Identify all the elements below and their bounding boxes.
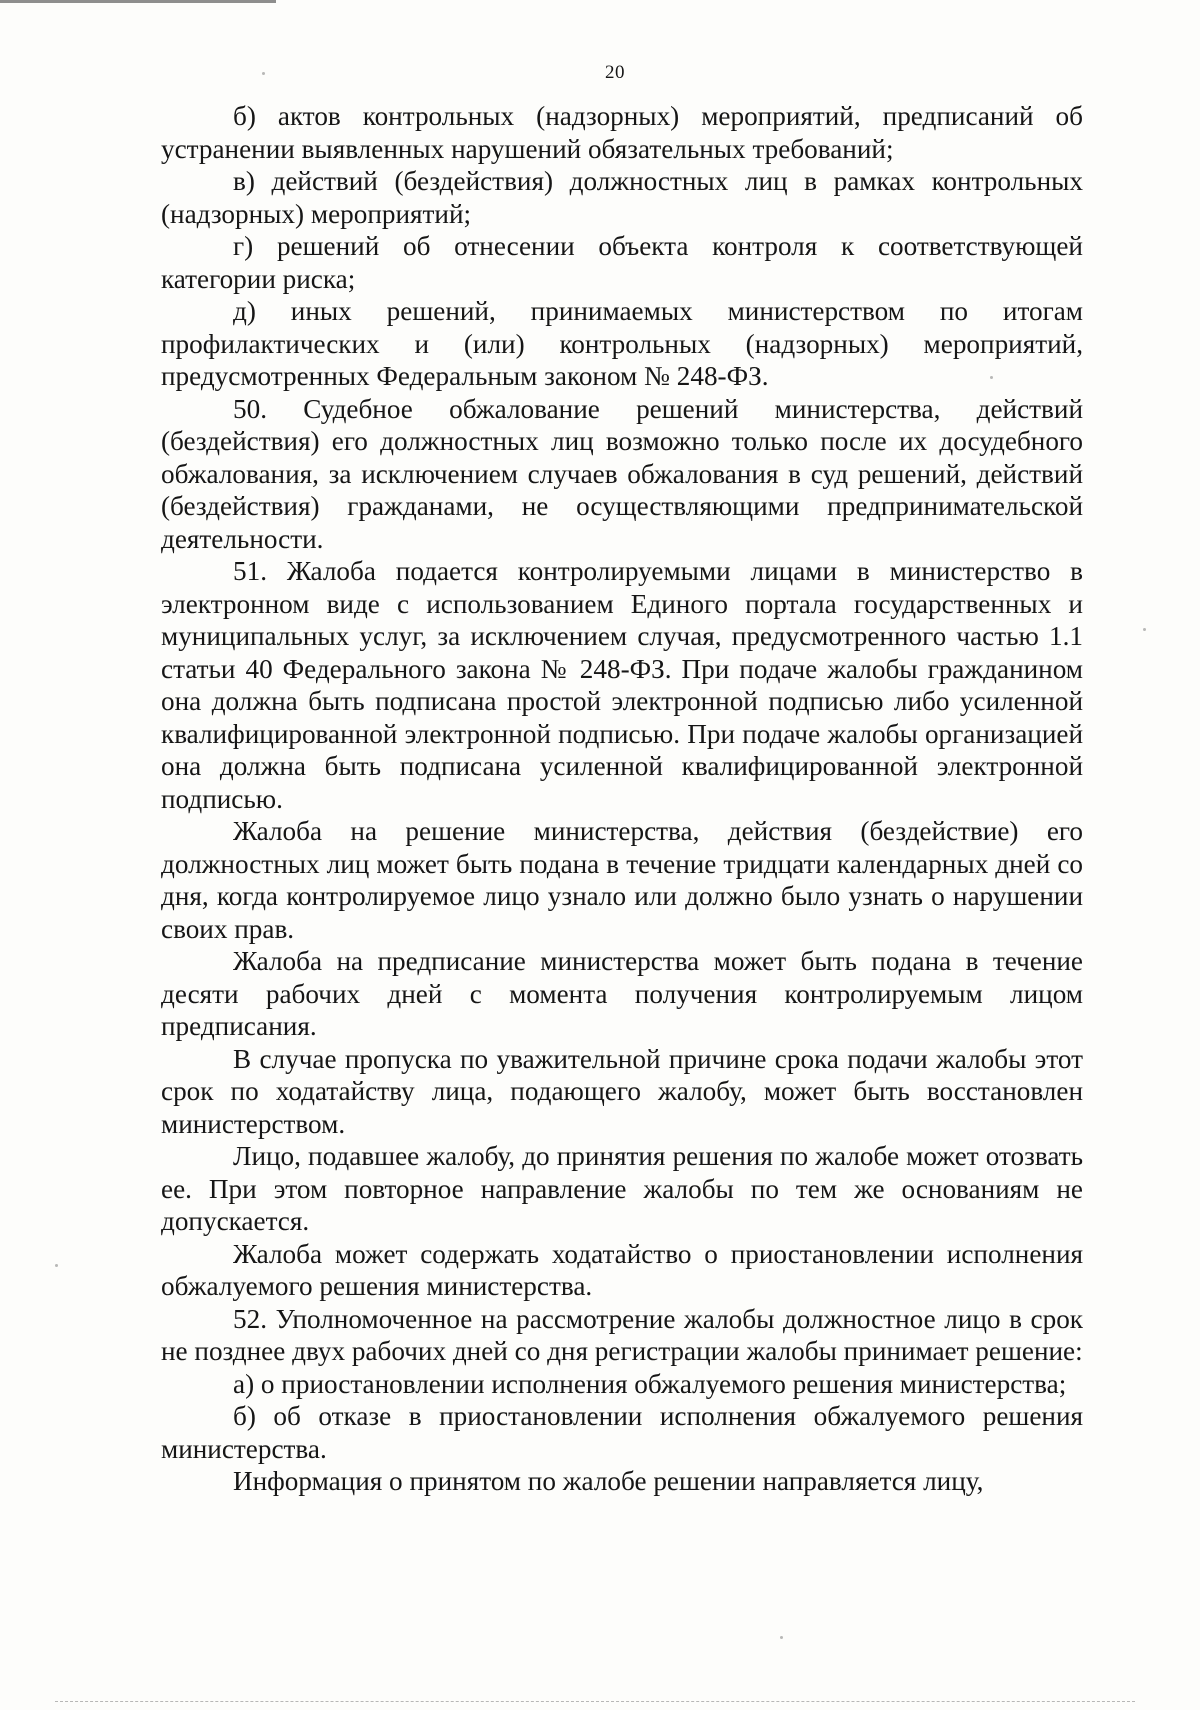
paragraph-deadline-restoration: В случае пропуска по уважительной причине срока подачи жалобы этот срок по ходатайству лица, подающего жалобу, может быть восстановлен министерством.: [161, 1043, 1083, 1139]
paragraph-item-v-actions: в) действий (бездействия) должностных лиц в рамках контрольных (надзорных) мероприятий;: [161, 166, 1083, 229]
paragraph-item-b-refusal: б) об отказе в приостановлении исполнения обжалуемого решения министерства.: [161, 1401, 1083, 1464]
paragraph-complaint-thirty-days: Жалоба на решение министерства, действия (бездействие) его должностных лиц может быть подана в течение тридцати календарных дней со дня, когда контролируемое лицо узнало или должно было узнать о нарушении своих прав.: [161, 816, 1083, 944]
scan-bottom-edge: [55, 1700, 1135, 1702]
paragraph-suspension-petition: Жалоба может содержать ходатайство о приостановлении исполнения обжалуемого решения министерства.: [161, 1238, 1083, 1301]
paragraph-complaint-withdrawal: Лицо, подавшее жалобу, до принятия решения по жалобе может отозвать ее. При этом повторное направление жалобы по тем же основаниям не допускается.: [161, 1141, 1083, 1236]
scan-speck: [262, 72, 265, 75]
document-body: [161, 100, 1083, 1498]
paragraph-item-g-risk-category: г) решений об отнесении объекта контроля к соответствующей категории риска;: [161, 231, 1083, 294]
scan-top-edge: [0, 0, 1200, 3]
paragraph-complaint-prescription: Жалоба на предписание министерства может быть подана в течение десяти рабочих дней с момента получения контролируемым лицом предписания.: [161, 946, 1083, 1041]
paragraph-50-judicial-appeal: 50. Судебное обжалование решений министерства, действий (бездействия) его должностных лиц возможно только после их досудебного обжалования, за исключением случаев обжалования в суд решений, действий (бездействия) гражданами, не осуществляющими предпринимательской деятельности.: [161, 393, 1083, 554]
paragraph-item-a-suspension: а) о приостановлении исполнения обжалуемого решения министерства;: [233, 1368, 1067, 1399]
paragraph-item-b-acts: б) актов контрольных (надзорных) мероприятий, предписаний об устранении выявленных нарушений обязательных требований;: [161, 101, 1083, 164]
scan-speck: [990, 376, 993, 379]
page-number: 20: [605, 62, 625, 83]
paragraph-52-authorized-official: 52. Уполномоченное на рассмотрение жалобы должностное лицо в срок не позднее двух рабочих дней со дня регистрации жалобы принимает решение:: [161, 1303, 1083, 1366]
paragraph-51-complaint-filing: 51. Жалоба подается контролируемыми лицами в министерство в электронном виде с использованием Единого портала государственных и муниципальных услуг, за исключением случая, предусмотренного частью 1.1 статьи 40 Федерального закона № 248-ФЗ. При подаче жалобы гражданином она должна быть подписана простой электронной подписью либо усиленной квалифицированной электронной подписью. При подаче жалобы организацией она должна быть подписана усиленной квалифицированной электронной подписью.: [161, 556, 1083, 814]
paragraph-item-d-other-decisions: д) иных решений, принимаемых министерством по итогам профилактических и (или) контрольных (надзорных) мероприятий, предусмотренных Федеральным законом № 248-ФЗ.: [161, 296, 1083, 391]
scan-speck: [55, 1264, 58, 1267]
scan-speck: [780, 1636, 783, 1639]
scan-speck: [1143, 628, 1146, 631]
paragraph-decision-information: Информация о принятом по жалобе решении направляется лицу,: [233, 1466, 984, 1496]
